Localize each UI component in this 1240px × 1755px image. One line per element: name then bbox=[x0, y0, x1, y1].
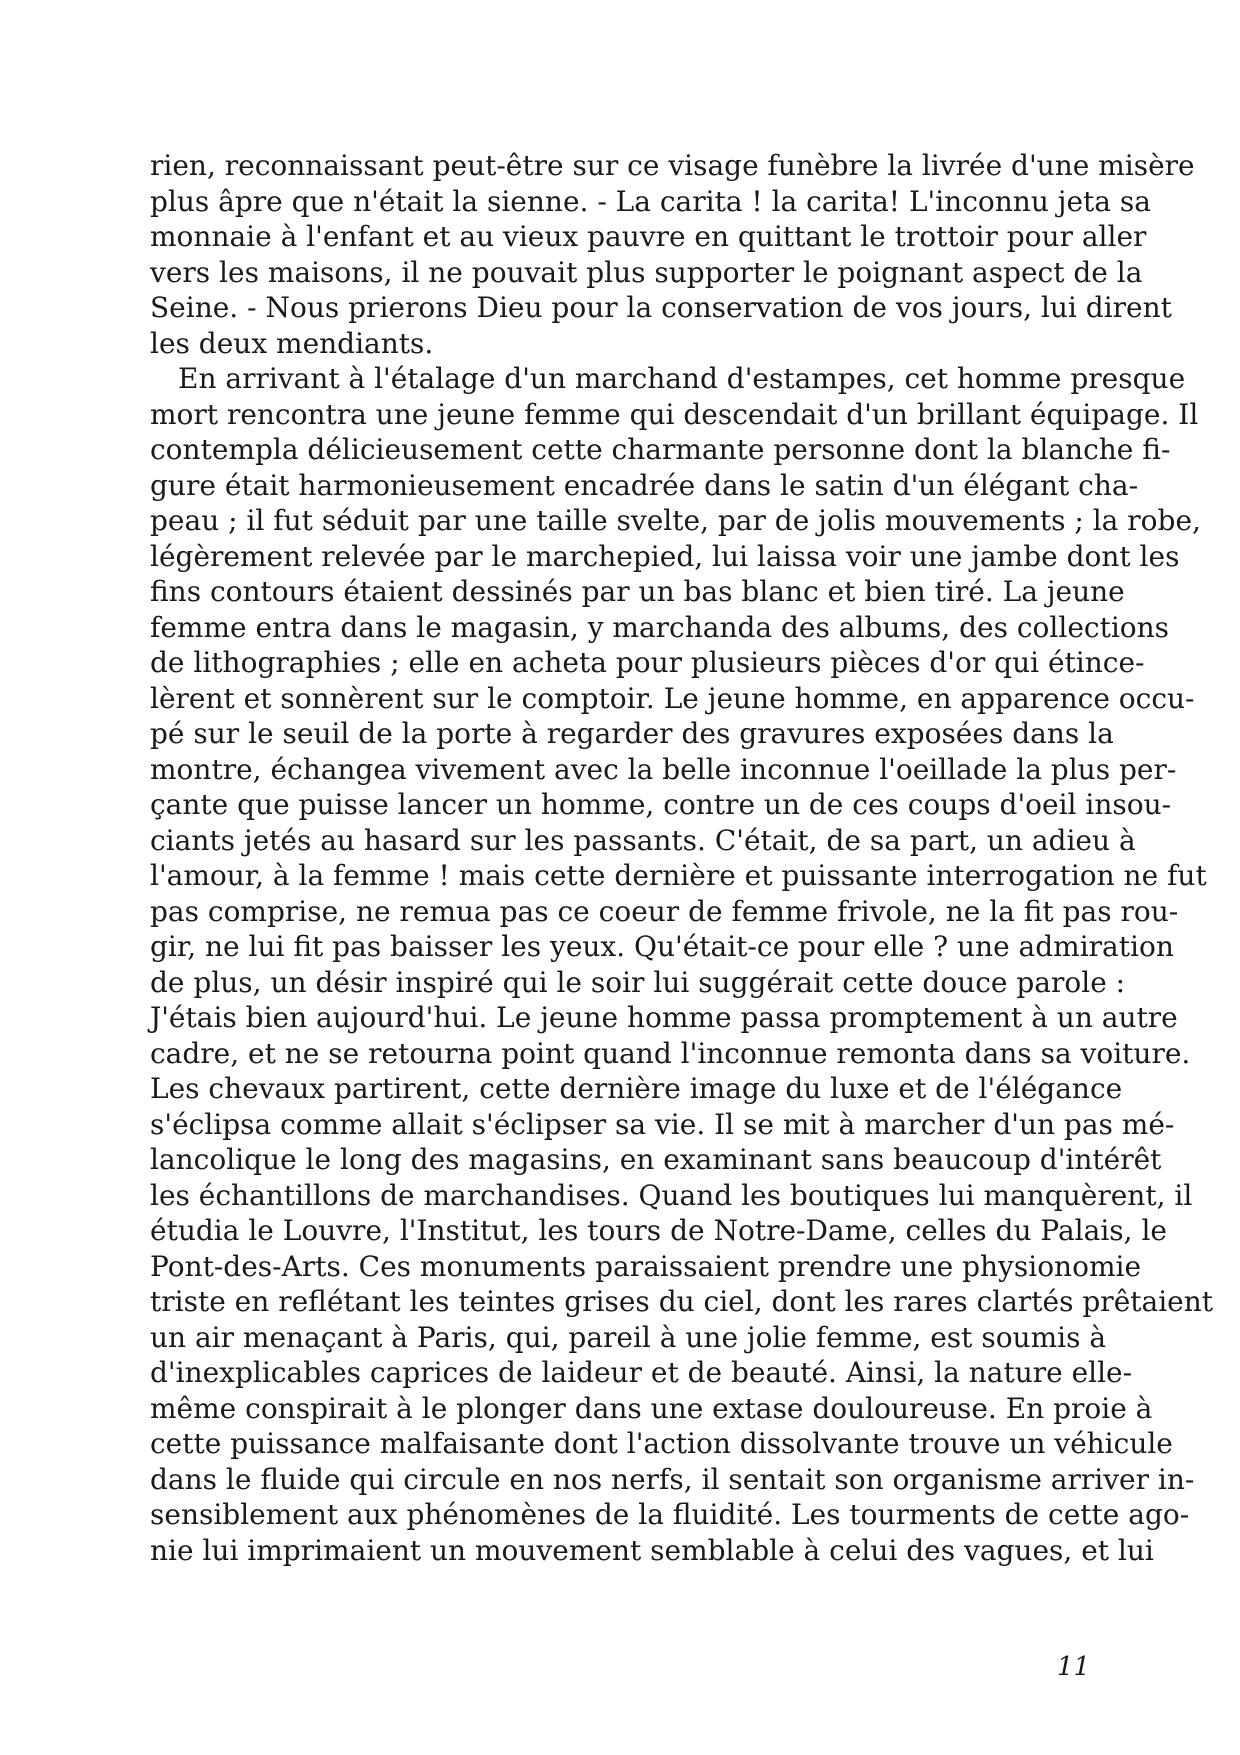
text-line: vers les maisons, il ne pouvait plus supporter le poignant aspect de la bbox=[150, 255, 1143, 289]
body-text bbox=[150, 148, 1214, 1568]
text-line: mort rencontra une jeune femme qui descendait d'un brillant équipage. Il bbox=[150, 397, 1199, 431]
text-line: un air menaçant à Paris, qui, pareil à une jolie femme, est soumis à bbox=[150, 1320, 1107, 1354]
text-line: gure était harmonieusement encadrée dans le satin d'un élégant cha- bbox=[150, 468, 1139, 502]
paragraph-2 bbox=[150, 361, 1214, 1568]
text-line: lancolique le long des magasins, en examinant sans beaucoup d'intérêt bbox=[150, 1143, 1162, 1176]
text-line: pas comprise, ne remua pas ce coeur de femme frivole, ne la fit pas rou- bbox=[150, 894, 1179, 928]
text-line: sensiblement aux phénomènes de la fluidité. Les tourments de cette ago- bbox=[150, 1498, 1190, 1531]
text-line: nie lui imprimaient un mouvement semblable à celui des vagues, et lui bbox=[150, 1533, 1154, 1567]
text-line: En arrivant à l'étalage d'un marchand d'estampes, cet homme presque bbox=[178, 362, 1186, 395]
text-line: gir, ne lui fit pas baisser les yeux. Qu'était-ce pour elle ? une admiration bbox=[150, 930, 1174, 963]
page-number: 11 bbox=[1056, 1652, 1090, 1682]
text-line: ciants jetés au hasard sur les passants. C'était, de sa part, un adieu à bbox=[150, 823, 1136, 857]
text-line: rien, reconnaissant peut-être sur ce visage funèbre la livrée d'une misère bbox=[150, 149, 1195, 182]
text-line: femme entra dans le magasin, y marchanda des albums, des collections bbox=[150, 610, 1170, 644]
text-line: Les chevaux partirent, cette dernière image du luxe et de l'élégance bbox=[150, 1072, 1123, 1105]
text-line: même conspirait à le plonger dans une extase douloureuse. En proie à bbox=[150, 1391, 1153, 1425]
text-line: étudia le Louvre, l'Institut, les tours de Notre-Dame, celles du Palais, le bbox=[150, 1214, 1167, 1247]
text-line: cette puissance malfaisante dont l'action dissolvante trouve un véhicule bbox=[150, 1427, 1173, 1460]
text-line: les deux mendiants. bbox=[150, 326, 434, 360]
text-line: dans le fluide qui circule en nos nerfs, il sentait son organisme arriver in- bbox=[150, 1462, 1195, 1496]
text-line: l'amour, à la femme ! mais cette dernière et puissante interrogation ne fut bbox=[150, 859, 1207, 892]
text-line: peau ; il fut séduit par une taille svelte, par de jolis mouvements ; la robe, bbox=[150, 504, 1201, 537]
text-line: montre, échangea vivement avec la belle inconnue l'oeillade la plus per- bbox=[150, 752, 1177, 786]
text-line: de lithographies ; elle en acheta pour plusieurs pièces d'or qui étince- bbox=[150, 646, 1145, 679]
text-line: pé sur le seuil de la porte à regarder des gravures exposées dans la bbox=[150, 717, 1114, 750]
text-line: çante que puisse lancer un homme, contre un de ces coups d'oeil insou- bbox=[150, 788, 1172, 821]
paragraph-1 bbox=[150, 148, 1195, 361]
text-line: lèrent et sonnèrent sur le comptoir. Le jeune homme, en apparence occu- bbox=[150, 681, 1195, 715]
text-line: Seine. - Nous prierons Dieu pour la conservation de vos jours, lui dirent bbox=[150, 291, 1172, 324]
text-line: cadre, et ne se retourna point quand l'inconnue remonta dans sa voiture. bbox=[150, 1036, 1191, 1070]
text-line: plus âpre que n'était la sienne. - La carita ! la carita! L'inconnu jeta sa bbox=[150, 184, 1151, 218]
text-line: monnaie à l'enfant et au vieux pauvre en quittant le trottoir pour aller bbox=[150, 220, 1147, 253]
text-line: les échantillons de marchandises. Quand les boutiques lui manquèrent, il bbox=[150, 1178, 1193, 1212]
text-line: s'éclipsa comme allait s'éclipser sa vie. Il se mit à marcher d'un pas mé- bbox=[150, 1107, 1175, 1141]
text-line: J'étais bien aujourd'hui. Le jeune homme passa promptement à un autre bbox=[150, 1001, 1178, 1034]
text-line: triste en reflétant les teintes grises du ciel, dont les rares clartés prêtaient bbox=[150, 1285, 1214, 1318]
text-line: légèrement relevée par le marchepied, lui laissa voir une jambe dont les bbox=[150, 539, 1180, 573]
text-line: contempla délicieusement cette charmante personne dont la blanche fi- bbox=[150, 433, 1171, 466]
text-line: d'inexplicables caprices de laideur et de beauté. Ainsi, la nature elle- bbox=[150, 1356, 1133, 1389]
text-line: de plus, un désir inspiré qui le soir lui suggérait cette douce parole : bbox=[150, 965, 1126, 999]
text-line: Pont-des-Arts. Ces monuments paraissaient prendre une physionomie bbox=[150, 1249, 1142, 1283]
text-line: fins contours étaient dessinés par un bas blanc et bien tiré. La jeune bbox=[150, 575, 1125, 608]
